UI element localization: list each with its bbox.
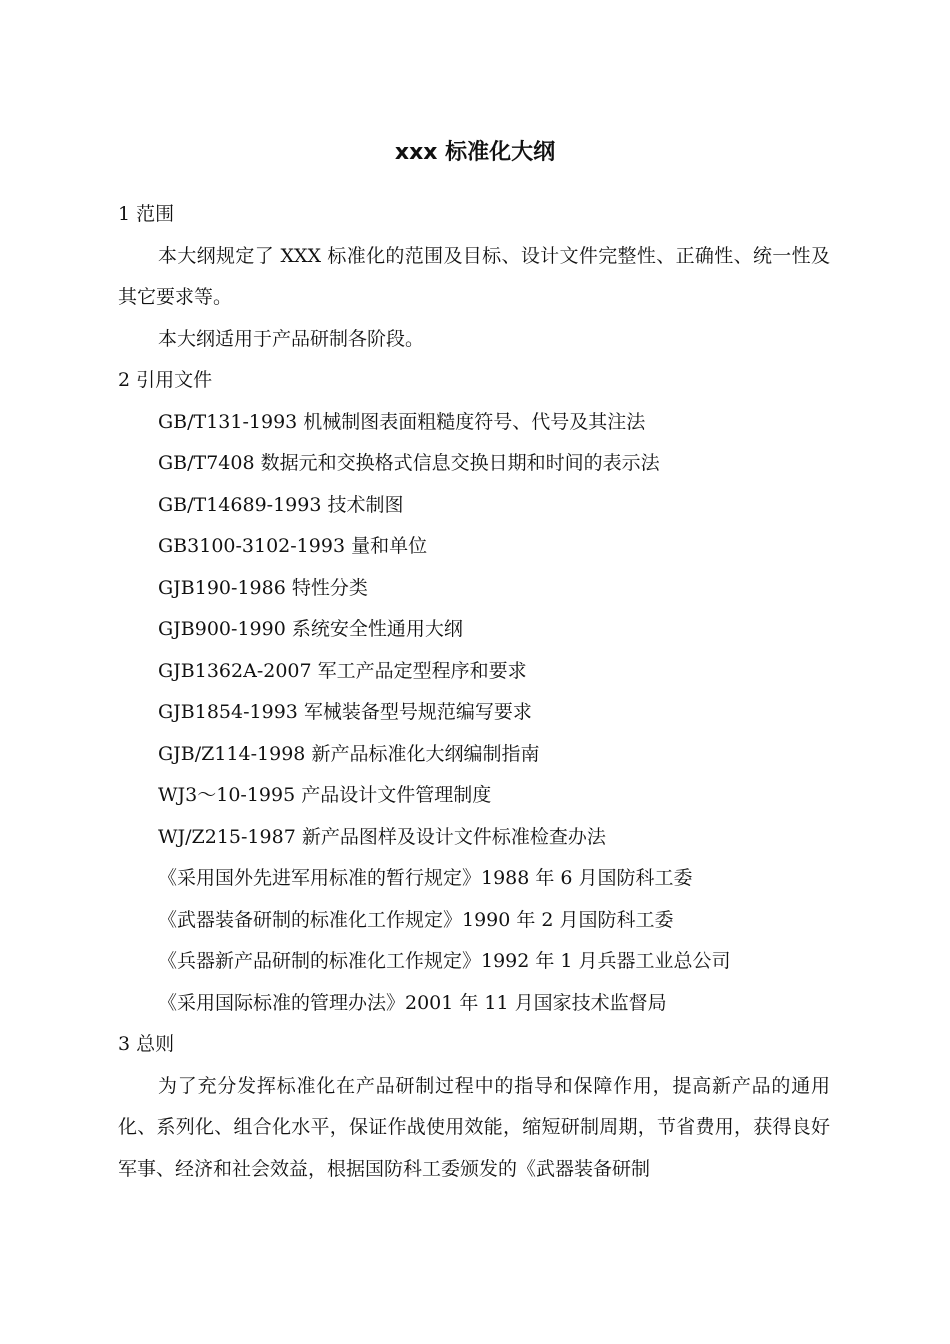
paragraph: 本大纲适用于产品研制各阶段。: [158, 327, 425, 350]
document-body: [118, 194, 830, 1190]
reference-item: GJB1854-1993 军械装备型号规范编写要求: [158, 701, 532, 723]
reference-item: GB/T7408 数据元和交换格式信息交换日期和时间的表示法: [158, 452, 660, 474]
reference-list: [118, 402, 830, 1025]
reference-item: 《武器装备研制的标准化工作规定》1990 年 2 月国防科工委: [158, 908, 674, 931]
reference-item: GJB/Z114-1998 新产品标准化大纲编制指南: [158, 742, 540, 765]
reference-item: GJB190-1986 特性分类: [158, 576, 368, 599]
reference-item: GJB900-1990 系统安全性通用大纲: [158, 618, 463, 640]
paragraph: 本大纲规定了 XXX 标准化的范围及目标、设计文件完整性、正确性、统一性及其它要求等。: [118, 244, 830, 308]
document-title: xxx 标准化大纲: [394, 140, 556, 165]
reference-item: GB/T131-1993 机械制图表面粗糙度符号、代号及其注法: [158, 410, 646, 433]
section-heading: 3 总则: [118, 1033, 175, 1055]
section-heading: 1 范围: [118, 203, 175, 225]
paragraph: 为了充分发挥标准化在产品研制过程中的指导和保障作用，提高新产品的通用化、系列化、组合化水平，保证作战使用效能，缩短研制周期，节省费用，获得良好军事、经济和社会效益，根据国防科工委颁发的《武器装备研制: [118, 1074, 830, 1180]
reference-item: 《兵器新产品研制的标准化工作规定》1992 年 1 月兵器工业总公司: [158, 950, 731, 972]
section-heading: 2 引用文件: [118, 369, 213, 391]
reference-item: 《采用国外先进军用标准的暂行规定》1988 年 6 月国防科工委: [158, 867, 693, 889]
section-scope: [118, 194, 830, 360]
reference-item: GJB1362A-2007 军工产品定型程序和要求: [158, 659, 527, 682]
section-references: [118, 360, 830, 1024]
reference-item: 《采用国际标准的管理办法》2001 年 11 月国家技术监督局: [158, 991, 667, 1014]
reference-item: GB/T14689-1993 技术制图: [158, 493, 404, 516]
reference-item: GB3100-3102-1993 量和单位: [158, 535, 428, 557]
section-general: [118, 1024, 830, 1190]
reference-item: WJ3～10-1995 产品设计文件管理制度: [158, 784, 492, 806]
reference-item: WJ/Z215-1987 新产品图样及设计文件标准检查办法: [158, 825, 606, 848]
